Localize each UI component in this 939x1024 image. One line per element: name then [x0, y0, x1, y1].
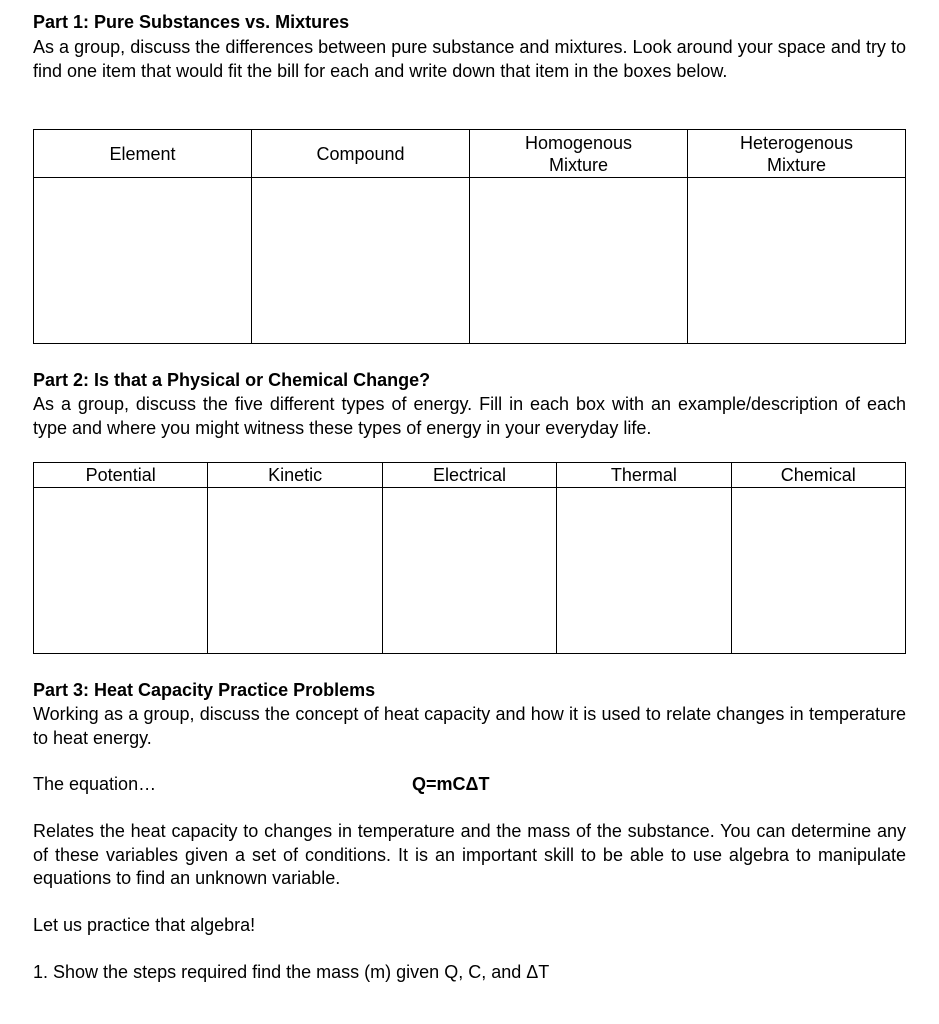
- part2-table: [33, 462, 906, 654]
- part1-header-heterogenous-mixture: Heterogenous Mixture: [688, 130, 906, 178]
- part1-header-compound: Compound: [252, 130, 470, 178]
- part2-description: As a group, discuss the five different types of energy. Fill in each box with an example/description of each type and where you might witness these types of energy in your everyday life.: [33, 394, 906, 438]
- part1-header-homogenous-mixture: Homogenous Mixture: [470, 130, 688, 178]
- practice-intro: Let us practice that algebra!: [33, 915, 256, 935]
- part2-answer-box-chemical[interactable]: [731, 488, 905, 654]
- part3-description: Working as a group, discuss the concept of heat capacity and how it is used to relate changes in temperature to heat energy.: [33, 704, 906, 748]
- equation-label: The equation…: [33, 774, 157, 794]
- part1-header-element: Element: [34, 130, 252, 178]
- part2-header-thermal: Thermal: [557, 463, 731, 488]
- part1-answer-box-homogenous[interactable]: [470, 178, 688, 344]
- part2-answer-box-potential[interactable]: [34, 488, 208, 654]
- heat-equation: Q=mCΔT: [412, 774, 490, 794]
- part3-explanation: Relates the heat capacity to changes in temperature and the mass of the substance. You can determine any of these variables given a set of conditions. It is an important skill to be able to use algebra to manipulate equations to find an unknown variable.: [33, 821, 906, 888]
- part2-header-kinetic: Kinetic: [208, 463, 382, 488]
- part2-header-chemical: Chemical: [731, 463, 905, 488]
- part2-answer-box-thermal[interactable]: [557, 488, 731, 654]
- part1-title: Part 1: Pure Substances vs. Mixtures: [33, 12, 350, 32]
- part2-answer-box-kinetic[interactable]: [208, 488, 382, 654]
- part1-answer-box-compound[interactable]: [252, 178, 470, 344]
- part1-answer-box-heterogenous[interactable]: [688, 178, 906, 344]
- part1-answer-box-element[interactable]: [34, 178, 252, 344]
- part2-answer-box-electrical[interactable]: [382, 488, 556, 654]
- question-1: 1. Show the steps required find the mass (m) given Q, C, and ΔT: [33, 962, 550, 982]
- part2-header-electrical: Electrical: [382, 463, 556, 488]
- part2-header-potential: Potential: [34, 463, 208, 488]
- part1-description: As a group, discuss the differences between pure substance and mixtures. Look around your space and try to find one item that would fit the bill for each and write down that item in the boxes below.: [33, 37, 906, 81]
- part2-title: Part 2: Is that a Physical or Chemical Change?: [33, 370, 431, 390]
- part3-title: Part 3: Heat Capacity Practice Problems: [33, 680, 376, 700]
- part1-table: [33, 129, 906, 344]
